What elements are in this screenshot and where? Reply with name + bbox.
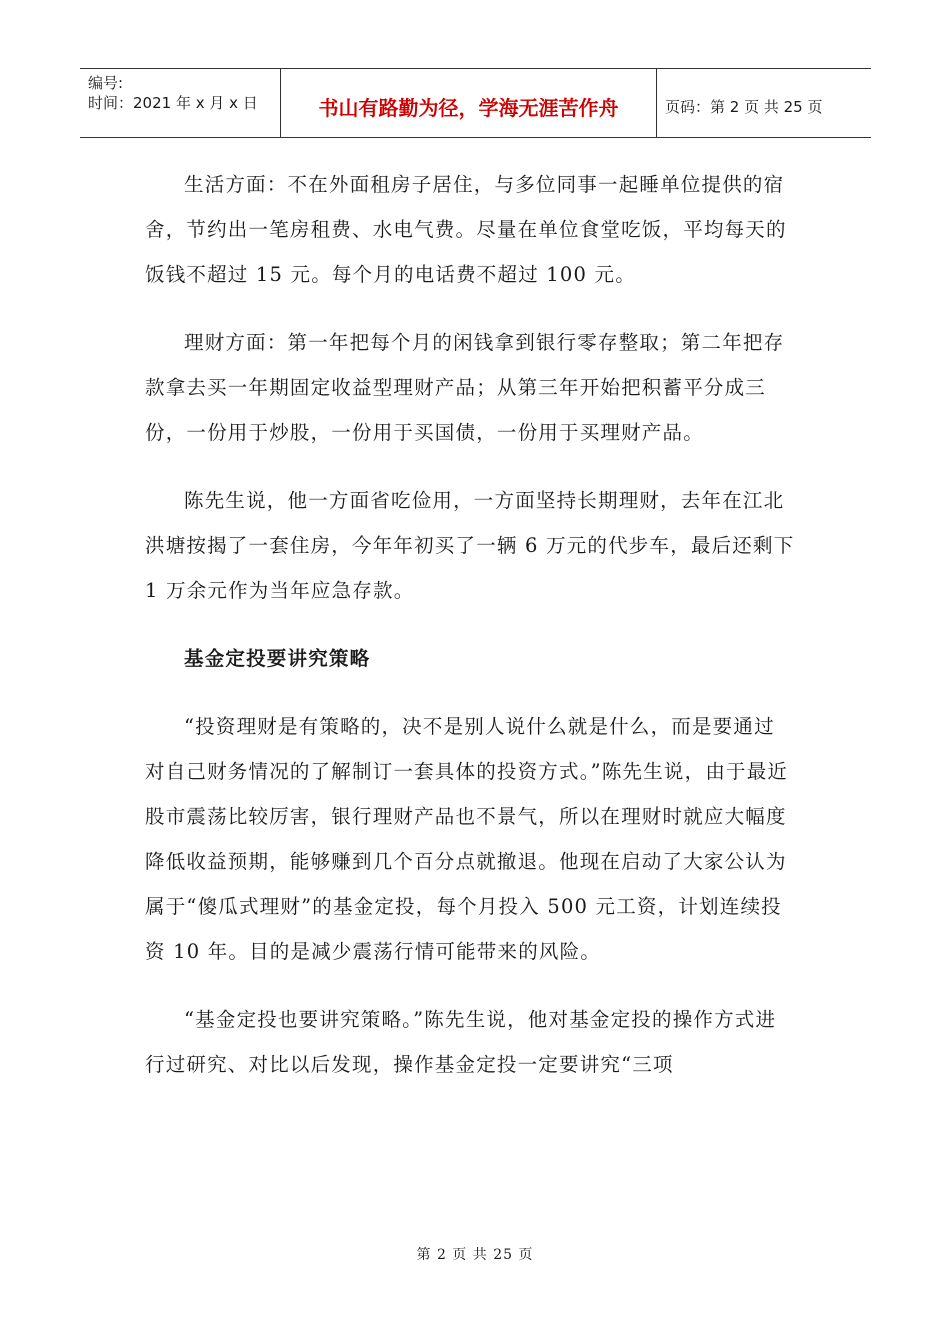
page-header xyxy=(80,68,871,138)
header-motto: 书山有路勤为径，学海无涯苦作舟 xyxy=(281,69,657,137)
paragraph-strategy: “投资理财是有策略的，决不是别人说什么就是什么，而是要通过对自己财务情况的了解制订一套具体的投资方式。”陈先生说，由于最近股市震荡比较厉害，银行理财产品也不景气，所以在理财时就应大幅度降低收益预期，能够赚到几个百分点就撤退。他现在启动了大家公认为属于“傻瓜式理财”的基金定投，每个月投入 500 元工资，计划连续投资 10 年。目的是减少震荡行情可能带来的风险。 xyxy=(145,715,789,963)
paragraph-finance: 理财方面：第一年把每个月的闲钱拿到银行零存整取；第二年把存款拿去买一年期固定收益型理财产品；从第三年开始把积蓄平分成三份，一份用于炒股，一份用于买国债，一份用于买理财产品。 xyxy=(145,331,785,444)
paragraph-living: 生活方面：不在外面租房子居住，与多位同事一起睡单位提供的宿舍，节约出一笔房租费、水电气费。尽量在单位食堂吃饭，平均每天的饭钱不超过 15 元。每个月的电话费不超过 100 元。 xyxy=(145,173,787,286)
paragraph-fund-strategy: “基金定投也要讲究策略。”陈先生说，他对基金定投的操作方式进行过研究、对比以后发现，操作基金定投一定要讲究“三项 xyxy=(145,1008,777,1076)
header-page-info: 页码：第 2 页 共 25 页 xyxy=(665,97,823,116)
document-number-label: 编号: xyxy=(88,74,124,92)
document-body xyxy=(145,162,795,1110)
document-time-label: 时间：2021 年 x 月 x 日 xyxy=(88,94,258,112)
paragraph-chen-summary: 陈先生说，他一方面省吃俭用，一方面坚持长期理财，去年在江北洪塘按揭了一套住房，今年年初买了一辆 6 万元的代步车，最后还剩下 1 万余元作为当年应急存款。 xyxy=(145,489,795,602)
section-heading: 基金定投要讲究策略 xyxy=(184,647,371,670)
page-footer: 第 2 页 共 25 页 xyxy=(416,1247,534,1263)
header-meta xyxy=(80,69,281,137)
